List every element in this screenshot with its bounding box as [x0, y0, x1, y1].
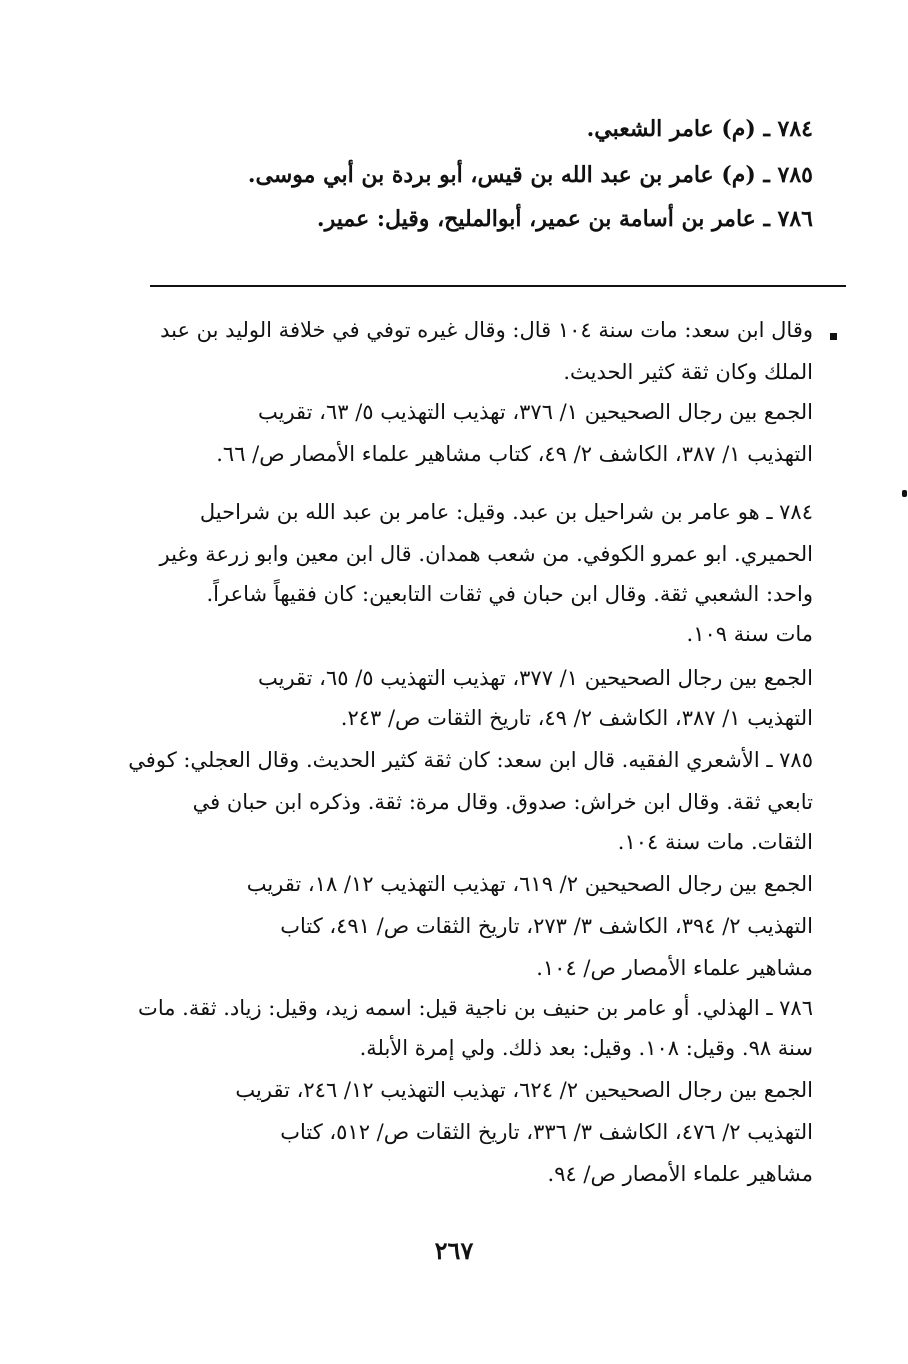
footnote-line: الملك وكان ثقة كثير الحديث.	[563, 360, 813, 384]
footnote-line: وقال ابن سعد: مات سنة ١٠٤ قال: وقال غيره توفي في خلافة الوليد بن عبد	[160, 318, 813, 342]
footnote-line: الحميري. ابو عمرو الكوفي. من شعب همدان. قال ابن معين وابو زرعة وغير	[159, 542, 813, 566]
footnote-divider	[150, 285, 846, 287]
footnote-bullet-icon	[830, 333, 837, 340]
page-number: ٢٦٧	[434, 1236, 474, 1265]
footnote-line: الجمع بين رجال الصحيحين ١/ ٣٧٧، تهذيب التهذيب ٥/ ٦٥، تقريب	[257, 666, 813, 690]
footnote-line: الثقات. مات سنة ١٠٤.	[617, 830, 813, 854]
footnote-line: الجمع بين رجال الصحيحين ١/ ٣٧٦، تهذيب التهذيب ٥/ ٦٣، تقريب	[257, 400, 813, 424]
footnote-line: واحد: الشعبي ثقة. وقال ابن حبان في ثقات التابعين: كان فقيهاً شاعراً.	[206, 582, 813, 606]
footnote-line: التهذيب ٢/ ٤٧٦، الكاشف ٣/ ٣٣٦، تاريخ الثقات ص/ ٥١٢، كتاب	[280, 1120, 813, 1144]
footnote-line: مشاهير علماء الأمصار ص/ ١٠٤.	[536, 956, 813, 980]
footnote-line: التهذيب ١/ ٣٨٧، الكاشف ٢/ ٤٩، تاريخ الثقات ص/ ٢٤٣.	[340, 706, 813, 730]
footnote-line: ٧٨٥ ـ الأشعري الفقيه. قال ابن سعد: كان ثقة كثير الحديث. وقال العجلي: كوفي	[128, 748, 813, 772]
margin-mark	[902, 490, 907, 497]
footnote-line: مشاهير علماء الأمصار ص/ ٩٤.	[547, 1162, 813, 1186]
footnote-line: الجمع بين رجال الصحيحين ٢/ ٦٢٤، تهذيب التهذيب ١٢/ ٢٤٦، تقريب	[235, 1078, 813, 1102]
entry-784: ٧٨٤ ـ (م) عامر الشعبي.	[586, 116, 813, 142]
footnote-line: ٧٨٦ ـ الهذلي. أو عامر بن حنيف بن ناجية قيل: اسمه زيد، وقيل: زياد. ثقة. مات	[138, 996, 813, 1020]
footnote-line: مات سنة ١٠٩.	[686, 622, 813, 646]
footnote-line: تابعي ثقة. وقال ابن خراش: صدوق. وقال مرة: ثقة. وذكره ابن حبان في	[192, 790, 813, 814]
footnote-line: ٧٨٤ ـ هو عامر بن شراحيل بن عبد. وقيل: عامر بن عبد الله بن شراحيل	[199, 500, 813, 524]
footnote-line: التهذيب ٢/ ٣٩٤، الكاشف ٣/ ٢٧٣، تاريخ الثقات ص/ ٤٩١، كتاب	[280, 914, 813, 938]
footnote-line: الجمع بين رجال الصحيحين ٢/ ٦١٩، تهذيب التهذيب ١٢/ ١٨، تقريب	[246, 872, 813, 896]
footnote-line: سنة ٩٨. وقيل: ١٠٨. وقيل: بعد ذلك. ولي إمرة الأبلة.	[359, 1036, 813, 1060]
entry-786: ٧٨٦ ـ عامر بن أسامة بن عمير، أبوالمليح، وقيل: عمير.	[316, 206, 813, 232]
footnote-line: التهذيب ١/ ٣٨٧، الكاشف ٢/ ٤٩، كتاب مشاهير علماء الأمصار ص/ ٦٦.	[216, 442, 813, 466]
entry-785: ٧٨٥ ـ (م) عامر بن عبد الله بن قيس، أبو بردة بن أبي موسى.	[247, 162, 813, 188]
